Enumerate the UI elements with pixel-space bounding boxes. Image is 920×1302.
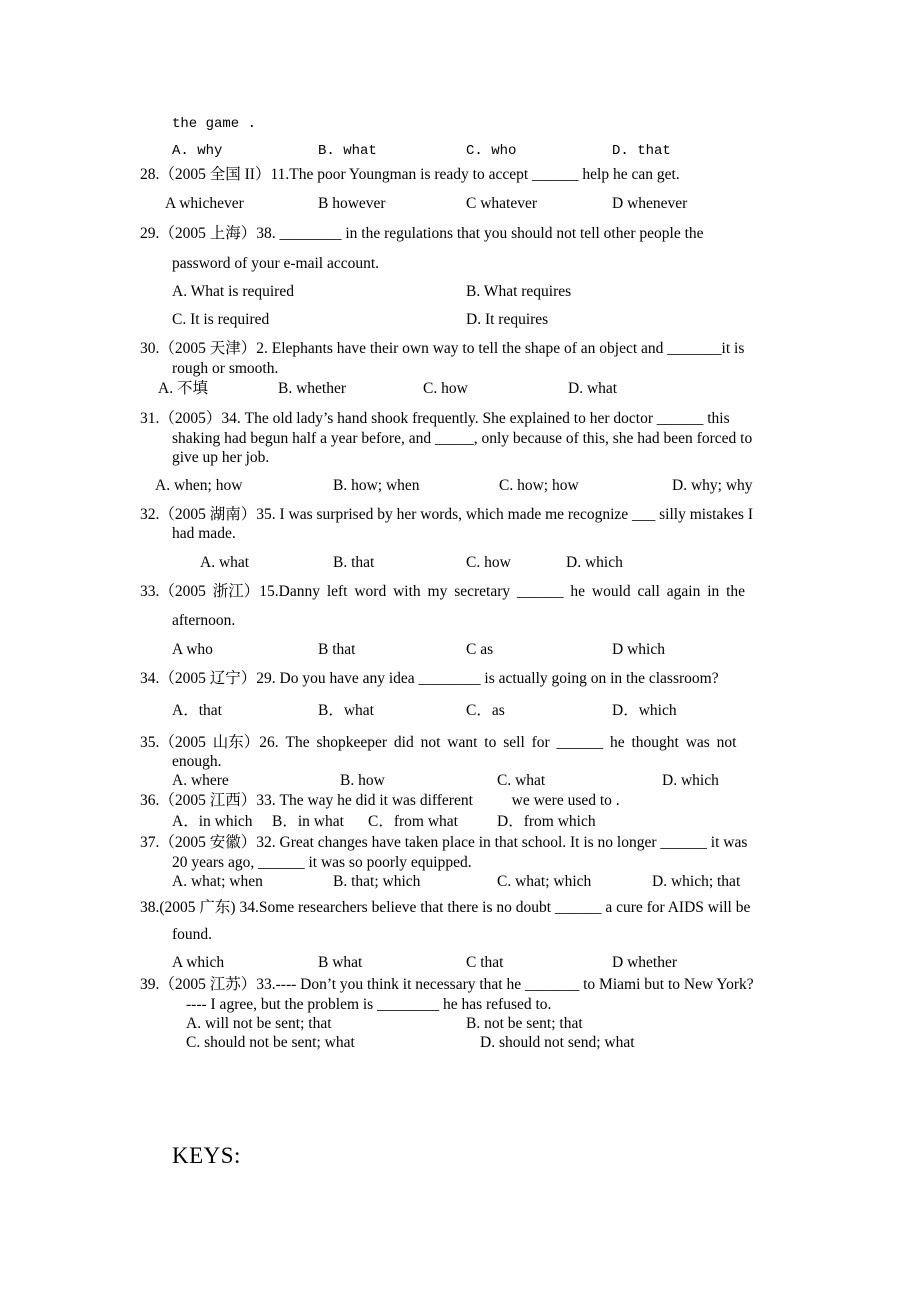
question-36-line-1: 36.（2005 江西）33. The way he did it was different we were used to . (140, 792, 620, 809)
question-30-option-b: B. whether (278, 380, 347, 397)
question-31-option-c: C. how; how (499, 477, 579, 494)
question-37-option-d: D. which; that (652, 873, 741, 890)
question-38-option-a: A which (172, 954, 225, 971)
question-32-option-c: C. how (466, 554, 511, 571)
question-27-option-a: A. why (172, 143, 223, 159)
question-39-option-a: A. will not be sent; that (186, 1015, 332, 1032)
question-28-option-b: B however (318, 195, 386, 212)
question-36-option-d: D．from which (497, 813, 596, 830)
question-28-option-c: C whatever (466, 195, 538, 212)
question-28-option-d: D whenever (612, 195, 688, 212)
question-31-line-1: 31.（2005）34. The old lady’s hand shook frequently. She explained to her doctor ______ this (140, 410, 730, 427)
question-29-line-2: password of your e-mail account. (172, 255, 380, 272)
question-31-line-2: shaking had begun half a year before, and _____, only because of this, she had been forced to (172, 430, 753, 447)
question-38-option-d: D whether (612, 954, 677, 971)
question-30-option-a: A. 不填 (158, 380, 208, 397)
question-39-option-c: C. should not be sent; what (186, 1034, 355, 1051)
question-30-option-c: C. how (423, 380, 468, 397)
question-39-option-b: B. not be sent; that (466, 1015, 583, 1032)
question-37-option-b: B. that; which (333, 873, 421, 890)
question-39-option-d: D. should not send; what (480, 1034, 635, 1051)
question-34-option-a: A．that (172, 702, 222, 719)
question-34-option-b: B．what (318, 702, 374, 719)
question-32-line-1: 32.（2005 湖南）35. I was surprised by her words, which made me recognize ___ silly mistakes I (140, 506, 753, 523)
question-37-line-1: 37.（2005 安徽）32. Great changes have taken place in that school. It is no longer ______ it was (140, 834, 748, 851)
question-27-option-b: B. what (318, 143, 377, 159)
question-31-option-b: B. how; when (333, 477, 420, 494)
question-30-line-2: rough or smooth. (172, 360, 279, 377)
question-35-option-b: B. how (340, 772, 385, 789)
keys-heading: KEYS: (172, 1143, 241, 1168)
question-33-option-d: D which (612, 641, 665, 658)
question-35-option-a: A. where (172, 772, 229, 789)
question-32-option-b: B. that (333, 554, 375, 571)
question-38-line-2: found. (172, 926, 213, 943)
question-30-line-1: 30.（2005 天津）2. Elephants have their own way to tell the shape of an object and _______it is (140, 340, 745, 357)
question-27-option-d: D. that (612, 143, 671, 159)
question-27-line-1: the game . (172, 116, 257, 132)
question-38-option-b: B what (318, 954, 363, 971)
question-32-line-2: had made. (172, 525, 236, 542)
question-37-option-a: A. what; when (172, 873, 263, 890)
question-29-option-d: D. It requires (466, 311, 549, 328)
question-34-line-1: 34.（2005 辽宁）29. Do you have any idea ________ is actually going on in the classroom? (140, 670, 719, 687)
question-29-line-1: 29.（2005 上海）38. ________ in the regulations that you should not tell other people the (140, 225, 704, 242)
question-32-option-d: D. which (566, 554, 623, 571)
question-38-line-1: 38.(2005 广东) 34.Some researchers believe that there is no doubt ______ a cure for AIDS will be (140, 899, 751, 916)
question-35-line-1: 35.（2005 山东）26. The shopkeeper did not want to sell for ______ he thought was not (140, 734, 737, 751)
question-34-option-d: D．which (612, 702, 677, 719)
question-31-option-d: D. why; why (672, 477, 753, 494)
question-28-option-a: A whichever (165, 195, 244, 212)
question-36-option-a: A．in which (172, 813, 253, 830)
question-27-option-c: C. who (466, 143, 517, 159)
question-29-option-c: C. It is required (172, 311, 270, 328)
question-29-option-a: A. What is required (172, 283, 294, 300)
question-36-option-b: B．in what (272, 813, 344, 830)
question-31-line-3: give up her job. (172, 449, 270, 466)
question-37-option-c: C. what; which (497, 873, 592, 890)
question-37-line-2: 20 years ago, ______ it was so poorly equipped. (172, 854, 472, 871)
question-35-option-d: D. which (662, 772, 719, 789)
question-33-line-1: 33.（2005 浙江）15.Danny left word with my secretary ______ he would call again in the (140, 583, 746, 600)
question-33-line-2: afternoon. (172, 612, 236, 629)
question-34-option-c: C．as (466, 702, 505, 719)
question-29-option-b: B. What requires (466, 283, 572, 300)
question-38-option-c: C that (466, 954, 504, 971)
question-31-option-a: A. when; how (155, 477, 243, 494)
question-39-line-1: 39.（2005 江苏）33.---- Don’t you think it necessary that he _______ to Miami but to New York? (140, 976, 754, 993)
question-39-line-2: ---- I agree, but the problem is ________ he has refused to. (186, 996, 552, 1013)
question-32-option-a: A. what (200, 554, 250, 571)
question-36-option-c: C．from what (368, 813, 458, 830)
question-33-option-a: A who (172, 641, 213, 658)
question-28-line-1: 28.（2005 全国 II）11.The poor Youngman is ready to accept ______ help he can get. (140, 166, 680, 183)
question-35-option-c: C. what (497, 772, 546, 789)
question-35-line-2: enough. (172, 753, 222, 770)
question-33-option-c: C as (466, 641, 494, 658)
question-33-option-b: B that (318, 641, 356, 658)
question-30-option-d: D. what (568, 380, 618, 397)
